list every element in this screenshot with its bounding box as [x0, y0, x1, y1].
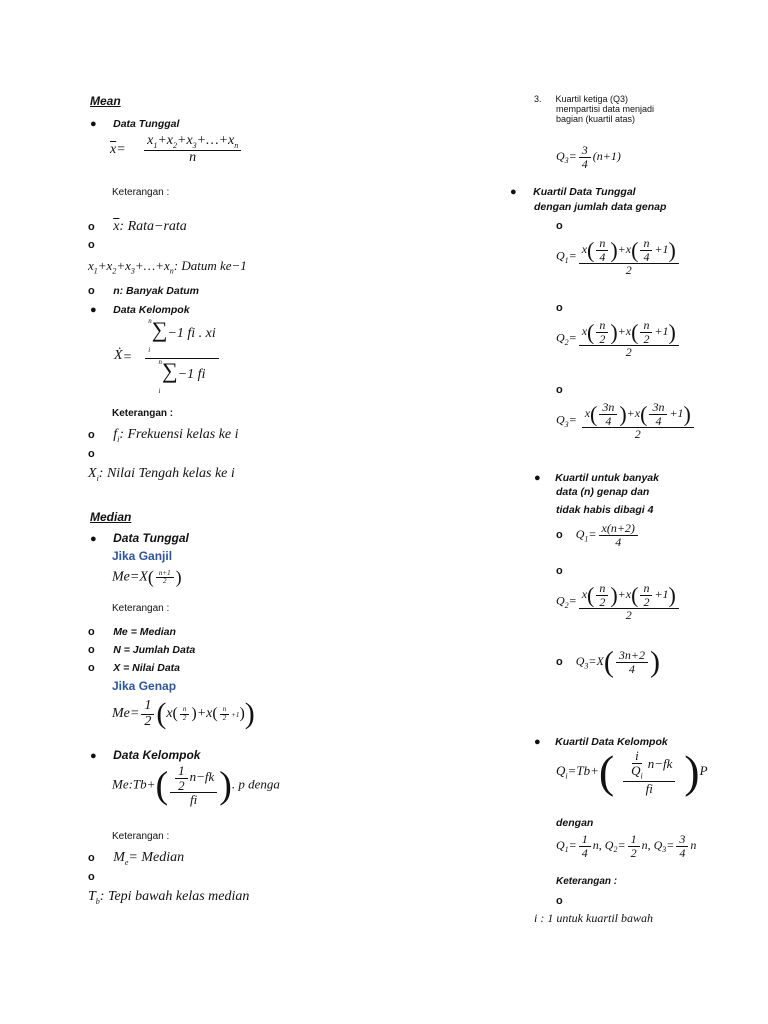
kuartil-dengan-formula: $Q_1=$ $\frac{1}{4}$ n, $Q_2=$ $\frac{1}{2}$ n, $Q_3=$ $\frac{3}{4}$ n [556, 832, 697, 860]
kuartil-banyak-b: data (n) genap dan [556, 486, 650, 498]
mean-xi-desc-line: $X_i$: Nilai Tengah kelas ke i [88, 466, 235, 483]
ring-bullet-icon: o [556, 384, 563, 396]
fi-desc: : Frekuensi kelas ke i [119, 427, 239, 442]
bullet-icon: ● [90, 118, 97, 130]
median-tunggal-label: Data Tunggal [113, 531, 189, 545]
median-genap-formula: Me= $\frac{1}{2}$ (x( $\frac{n}{2}$ )+x( $\frac{n}{2}$ +1)) [112, 697, 255, 730]
q1-banyak-formula: o $Q_1=$ $\frac{x(n+2)}{4}$ [556, 522, 640, 548]
ring-bullet-icon: o [88, 285, 95, 297]
ring-bullet-icon: o [88, 448, 95, 460]
median-ganjil-formula: Me=X( $\frac{n+1}{2}$ ) [112, 567, 182, 587]
ring-bullet-icon: o [88, 662, 95, 674]
q3-formula: $Q_3=$ $\frac{3}{4}$ (n+1) [556, 143, 621, 171]
tb-median-desc: : Tepi bawah kelas median [99, 889, 250, 904]
kuartil-genap-a: Kuartil Data Tunggal [533, 186, 636, 198]
mean-tunggal-label: Data Tunggal [113, 118, 180, 130]
ring-bullet-icon: o [88, 429, 95, 441]
mean-xbar-item: o $\overline{x}$: Rata−rata [88, 219, 187, 234]
x-def-item [88, 658, 180, 676]
ring-bullet-icon: o [556, 220, 563, 232]
n-def: N = Jumlah Data [113, 644, 196, 656]
q1-genap-formula: $Q_1=$ x( $\frac{n}{4}$ )+x( $\frac{n}{4}$ +1) 2 [556, 237, 681, 277]
mean-n-item [88, 281, 199, 299]
median-kelompok-label: Data Kelompok [113, 748, 201, 762]
ring-bullet-icon: o [556, 895, 563, 907]
me-desc-item: o $M_e=$ Median [88, 850, 185, 867]
bullet-icon: ● [534, 736, 541, 748]
kuartil-dengan: dengan [556, 817, 594, 829]
bullet-icon: ● [534, 472, 541, 484]
mean-n-desc: n: Banyak Datum [113, 285, 199, 297]
mean-tunggal-item [90, 114, 179, 132]
mean-kelompok-item [90, 300, 190, 318]
mean-keterangan-bold: Keterangan : [112, 408, 174, 419]
median-keterangan-2: Keterangan : [112, 831, 170, 842]
ring-bullet-icon: o [556, 655, 563, 668]
ring-bullet-icon: o [88, 626, 95, 638]
bullet-icon: ● [90, 304, 97, 316]
datum-formula: $x_1+x_2+x_3+\dots+x_n$: Datum ke−1 [88, 258, 247, 276]
q3-desc-a: Kuartil ketiga (Q3) [555, 94, 629, 104]
ring-bullet-icon: o [88, 871, 95, 883]
mean-kelompok-label: Data Kelompok [113, 304, 190, 316]
q3-desc-c: bagian (kuartil atas) [556, 114, 636, 124]
mean-kelompok-formula: Ẋ= $^n$∑−1 fi . xi i $^n$∑−1 fi i [114, 318, 232, 398]
ring-bullet-icon: o [88, 221, 95, 233]
ring-bullet-icon: o [88, 852, 95, 864]
bullet-icon: ● [90, 750, 97, 762]
kuartil-kelompok-formula: $Q_i=Tb+$( $\frac{i}{Q_i}$ n−fk fi )P [556, 746, 708, 798]
kuartil-genap-item [510, 182, 636, 200]
median-kelompok-formula: Me:Tb+( $\frac{1}{2}$ n−fk fi ). p denga [112, 763, 280, 808]
datum-desc: : Datum ke−1 [173, 258, 247, 273]
me-def: Me = Median [113, 626, 176, 638]
me-desc: = Median [128, 850, 185, 865]
median-heading: Median [90, 510, 132, 524]
jika-ganjil-label: Jika Ganjil [112, 549, 173, 563]
ring-bullet-icon: o [556, 302, 563, 314]
bullet-icon: ● [510, 186, 517, 198]
kuartil-banyak-c: tidak habis dibagi 4 [556, 504, 654, 516]
ring-bullet-icon: o [556, 528, 563, 541]
xbar-desc: : Rata−rata [119, 219, 187, 234]
x-def: X = Nilai Data [113, 662, 181, 674]
median-keterangan: Keterangan : [112, 603, 170, 614]
dengan-tail: . p denga [231, 776, 280, 792]
mean-tunggal-formula: $\overline{x}=$ $\frac{x_1+x_2+x_3+\dots+x_n}{n}$ [110, 134, 260, 166]
me-def-item [88, 622, 176, 640]
ring-bullet-icon: o [88, 239, 95, 251]
kuartil-keterangan: Keterangan : [556, 876, 618, 887]
q2-genap-formula: $Q_2=$ x( $\frac{n}{2}$ )+x( $\frac{n}{2}$ +1) 2 [556, 319, 681, 359]
q2-banyak-formula: $Q_2=$ x( $\frac{n}{2}$ )+x( $\frac{n}{2}$ +1) 2 [556, 582, 681, 622]
kuartil-banyak-item [534, 468, 659, 486]
tb-median-line: $T_b$: Tepi bawah kelas median [88, 889, 250, 906]
n-def-item [88, 640, 195, 658]
kuartil-kelompok-label: Kuartil Data Kelompok [555, 736, 668, 748]
kuartil-genap-b: dengan jumlah data genap [534, 201, 667, 213]
median-kelompok-item [90, 746, 200, 764]
q3-banyak-formula: o $Q_3=X$( $\frac{3n+2}{4}$ ) [556, 645, 660, 678]
kuartil-i-desc: i : 1 untuk kuartil bawah [534, 911, 653, 925]
bullet-icon: ● [90, 533, 97, 545]
q3-genap-formula: $Q_3=$ x( $\frac{3n}{4}$ )+x( $\frac{3n}{4}$ +1) 2 [556, 401, 699, 441]
ring-bullet-icon: o [556, 565, 563, 577]
q3-desc: 3. Kuartil ketiga (Q3) mempartisi data menjadi bagian (kuartil atas) [534, 94, 655, 124]
xi-desc: : Nilai Tengah kelas ke i [98, 466, 235, 481]
mean-heading: Mean [90, 94, 121, 108]
median-tunggal-item [90, 529, 189, 547]
ring-bullet-icon: o [88, 644, 95, 656]
mean-keterangan: Keterangan : [112, 187, 170, 198]
q3-desc-b: mempartisi data menjadi [556, 104, 655, 114]
mean-fi-item: o $f_i$: Frekuensi kelas ke i [88, 427, 239, 444]
jika-genap-label: Jika Genap [112, 679, 177, 693]
kuartil-banyak-a: Kuartil untuk banyak [555, 472, 659, 484]
